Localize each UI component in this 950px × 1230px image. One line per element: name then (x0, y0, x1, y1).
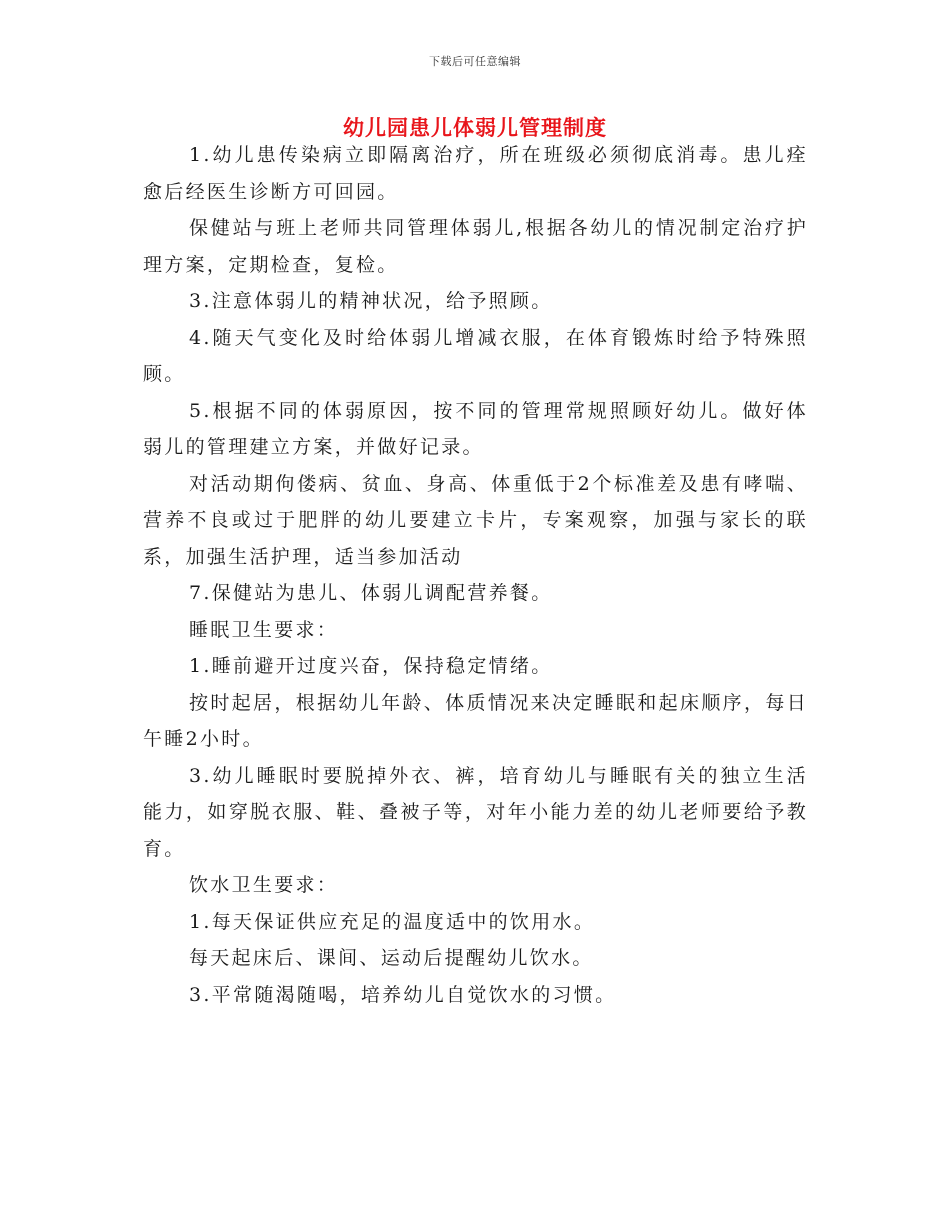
header-note: 下载后可任意编辑 (429, 55, 521, 68)
document-body (143, 137, 808, 1013)
paragraph-nutrition: 7.保健站为患儿、体弱儿调配营养餐。 (189, 582, 553, 604)
section-heading-water: 饮水卫生要求： (189, 874, 339, 896)
paragraph-special-cases: 对活动期佝偻病、贫血、身高、体重低于2个标准差及患有哮喘、营养不良或过于肥胖的幼儿要建立卡片，专案观察，加强与家长的联系，加强生活护理，适当参加活动 (143, 472, 808, 568)
paragraph-water-habit: 3.平常随渴随喝，培养幼儿自觉饮水的习惯。 (189, 983, 617, 1006)
paragraph-sleep-independence: 3.幼儿睡眠时要脱掉外衣、裤，培育幼儿与睡眠有关的独立生活能力，如穿脱衣服、鞋、叠被子等，对年小能力差的幼儿老师要给予教育。 (143, 764, 808, 860)
paragraph-water-reminder: 每天起床后、课间、运动后提醒幼儿饮水。 (189, 947, 594, 969)
section-heading-sleep: 睡眠卫生要求： (189, 618, 339, 641)
paragraph-sleep-calm: 1.睡前避开过度兴奋，保持稳定情绪。 (189, 655, 553, 677)
paragraph-mental-state: 3.注意体弱儿的精神状况，给予照顾。 (189, 290, 553, 312)
paragraph-records: 5.根据不同的体弱原因，按不同的管理常规照顾好幼儿。做好体弱儿的管理建立方案，并做好记录。 (143, 399, 808, 458)
paragraph-isolation: 1.幼儿患传染病立即隔离治疗，所在班级必须彻底消毒。患儿痊愈后经医生诊断方可回园。 (143, 144, 808, 203)
document-title: 幼儿园患儿体弱儿管理制度 (343, 116, 607, 140)
paragraph-sleep-schedule: 按时起居，根据幼儿年龄、体质情况来决定睡眠和起床顺序，每日午睡2小时。 (143, 691, 808, 750)
paragraph-joint-management: 保健站与班上老师共同管理体弱儿,根据各幼儿的情况制定治疗护理方案，定期检查，复检。 (143, 217, 808, 276)
paragraph-water-supply: 1.每天保证供应充足的温度适中的饮用水。 (189, 910, 596, 933)
paragraph-clothing: 4.随天气变化及时给体弱儿增减衣服，在体育锻炼时给予特殊照顾。 (143, 326, 808, 385)
